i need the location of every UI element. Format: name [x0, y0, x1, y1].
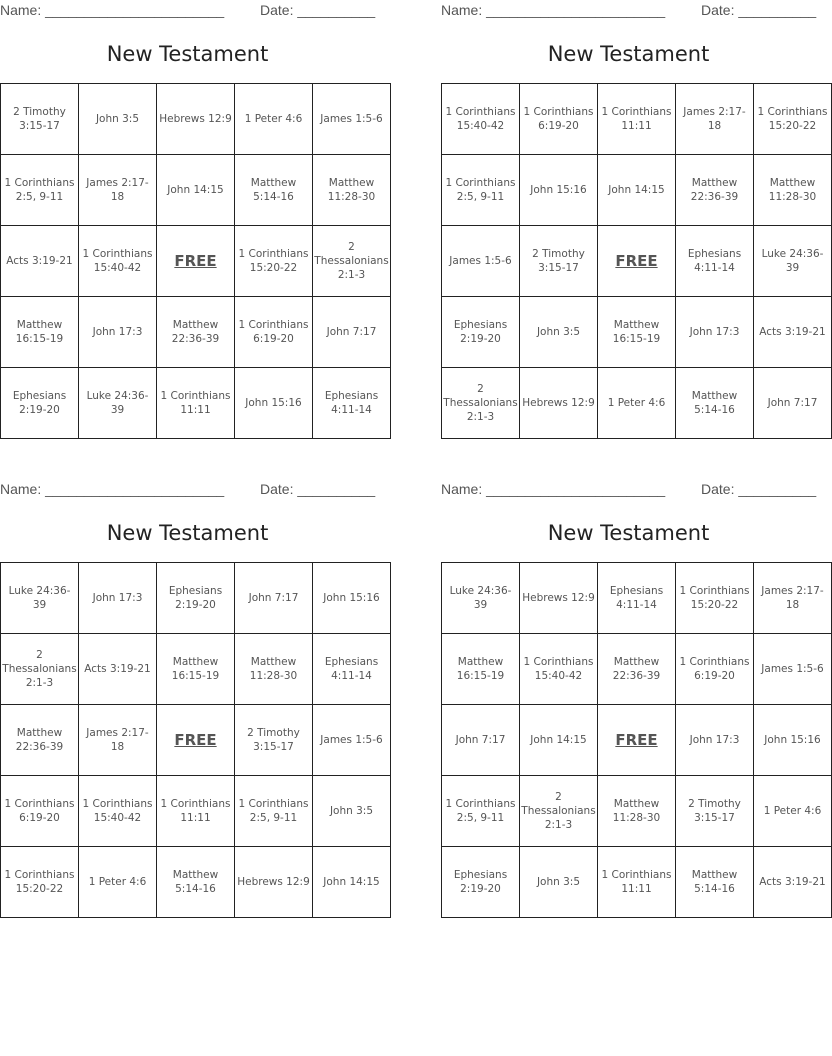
grid-cell: 2 Timothy 3:15-17 [235, 705, 313, 776]
grid-row [1, 634, 391, 705]
bingo-grid [441, 83, 832, 439]
grid-row [1, 368, 391, 439]
grid-cell: John 15:16 [313, 563, 391, 634]
grid-cell: James 2:17-18 [79, 155, 157, 226]
grid-cell: Matthew 11:28-30 [598, 776, 676, 847]
grid-row [1, 563, 391, 634]
grid-cell: Matthew 22:36-39 [1, 705, 79, 776]
grid-cell: Acts 3:19-21 [754, 847, 832, 918]
grid-cell: John 3:5 [313, 776, 391, 847]
grid-cell: John 7:17 [442, 705, 520, 776]
grid-cell: Ephesians 4:11-14 [313, 368, 391, 439]
grid-cell: John 17:3 [676, 705, 754, 776]
grid-cell: 1 Corinthians 15:40-42 [79, 226, 157, 297]
grid-cell: Matthew 22:36-39 [598, 634, 676, 705]
grid-cell: Matthew 22:36-39 [676, 155, 754, 226]
grid-cell: 1 Corinthians 11:11 [157, 776, 235, 847]
grid-cell: John 3:5 [79, 84, 157, 155]
grid-cell: James 2:17-18 [754, 563, 832, 634]
name-field-label: Name: _______________________ [441, 2, 666, 18]
grid-cell: Luke 24:36-39 [1, 563, 79, 634]
grid-cell: 1 Corinthians 6:19-20 [235, 297, 313, 368]
grid-cell: Matthew 11:28-30 [313, 155, 391, 226]
date-field-label: Date: __________ [260, 2, 376, 18]
card-header [0, 479, 375, 501]
grid-row [442, 705, 832, 776]
grid-cell: Hebrews 12:9 [520, 368, 598, 439]
grid-cell: 1 Corinthians 15:40-42 [79, 776, 157, 847]
grid-row [1, 705, 391, 776]
grid-cell: 1 Corinthians 2:5, 9-11 [1, 155, 79, 226]
grid-cell: 1 Corinthians 15:20-22 [235, 226, 313, 297]
grid-cell: John 7:17 [235, 563, 313, 634]
grid-row [1, 84, 391, 155]
grid-cell: 1 Corinthians 15:40-42 [520, 634, 598, 705]
grid-cell: 2 Timothy 3:15-17 [520, 226, 598, 297]
grid-cell: Ephesians 2:19-20 [442, 297, 520, 368]
grid-cell: John 3:5 [520, 847, 598, 918]
grid-cell: John 14:15 [157, 155, 235, 226]
bingo-grid [441, 562, 832, 918]
grid-cell: 1 Corinthians 15:20-22 [754, 84, 832, 155]
free-space-cell: FREE [157, 705, 235, 776]
grid-row [1, 155, 391, 226]
grid-cell: Matthew 11:28-30 [235, 634, 313, 705]
grid-cell: 1 Corinthians 6:19-20 [676, 634, 754, 705]
grid-cell: 1 Corinthians 11:11 [157, 368, 235, 439]
grid-cell: James 1:5-6 [313, 705, 391, 776]
grid-cell: Matthew 5:14-16 [235, 155, 313, 226]
grid-cell: 1 Corinthians 2:5, 9-11 [442, 776, 520, 847]
card-header [441, 0, 816, 22]
grid-cell: John 17:3 [79, 563, 157, 634]
date-field-label: Date: __________ [260, 481, 376, 497]
grid-cell: Ephesians 2:19-20 [442, 847, 520, 918]
grid-cell: Luke 24:36-39 [442, 563, 520, 634]
grid-cell: 1 Corinthians 2:5, 9-11 [235, 776, 313, 847]
grid-cell: 1 Corinthians 15:40-42 [442, 84, 520, 155]
grid-cell: Ephesians 4:11-14 [598, 563, 676, 634]
grid-cell: John 3:5 [520, 297, 598, 368]
grid-row [1, 847, 391, 918]
grid-cell: 1 Corinthians 15:20-22 [1, 847, 79, 918]
grid-cell: John 7:17 [313, 297, 391, 368]
grid-cell: Ephesians 2:19-20 [157, 563, 235, 634]
grid-row [1, 226, 391, 297]
date-field-label: Date: __________ [701, 481, 817, 497]
grid-cell: James 1:5-6 [442, 226, 520, 297]
grid-cell: John 15:16 [520, 155, 598, 226]
grid-cell: Matthew 11:28-30 [754, 155, 832, 226]
grid-cell: 1 Corinthians 15:20-22 [676, 563, 754, 634]
grid-cell: Hebrews 12:9 [520, 563, 598, 634]
grid-cell: 2 Thessalonians 2:1-3 [520, 776, 598, 847]
free-space-cell: FREE [598, 705, 676, 776]
grid-cell: John 14:15 [598, 155, 676, 226]
grid-cell: 2 Timothy 3:15-17 [676, 776, 754, 847]
grid-cell: Acts 3:19-21 [1, 226, 79, 297]
grid-cell: John 17:3 [676, 297, 754, 368]
grid-row [442, 634, 832, 705]
free-space-cell: FREE [598, 226, 676, 297]
grid-cell: 1 Corinthians 2:5, 9-11 [442, 155, 520, 226]
grid-cell: Matthew 5:14-16 [157, 847, 235, 918]
name-field-label: Name: _______________________ [441, 481, 666, 497]
grid-row [442, 847, 832, 918]
grid-cell: Matthew 5:14-16 [676, 847, 754, 918]
bingo-grid [0, 562, 391, 918]
grid-cell: John 15:16 [754, 705, 832, 776]
grid-cell: James 2:17-18 [676, 84, 754, 155]
grid-cell: Matthew 16:15-19 [157, 634, 235, 705]
grid-row [442, 776, 832, 847]
grid-cell: Matthew 16:15-19 [442, 634, 520, 705]
bingo-grid [0, 83, 391, 439]
grid-cell: 1 Peter 4:6 [598, 368, 676, 439]
free-space-cell: FREE [157, 226, 235, 297]
grid-row [442, 155, 832, 226]
grid-cell: 1 Corinthians 11:11 [598, 847, 676, 918]
grid-cell: John 14:15 [313, 847, 391, 918]
grid-cell: Matthew 16:15-19 [598, 297, 676, 368]
grid-cell: James 1:5-6 [313, 84, 391, 155]
grid-cell: John 14:15 [520, 705, 598, 776]
grid-row [442, 84, 832, 155]
grid-cell: Acts 3:19-21 [79, 634, 157, 705]
grid-cell: Ephesians 2:19-20 [1, 368, 79, 439]
card-title: New Testament [106, 521, 269, 545]
grid-row [442, 563, 832, 634]
card-title: New Testament [547, 521, 710, 545]
name-field-label: Name: _______________________ [0, 2, 225, 18]
grid-cell: Acts 3:19-21 [754, 297, 832, 368]
card-title: New Testament [547, 42, 710, 66]
grid-cell: Hebrews 12:9 [235, 847, 313, 918]
grid-cell: James 1:5-6 [754, 634, 832, 705]
grid-row [442, 297, 832, 368]
card-header [0, 0, 375, 22]
grid-row [442, 368, 832, 439]
card-header [441, 479, 816, 501]
grid-cell: 1 Peter 4:6 [235, 84, 313, 155]
grid-cell: 1 Peter 4:6 [754, 776, 832, 847]
grid-cell: Matthew 16:15-19 [1, 297, 79, 368]
name-field-label: Name: _______________________ [0, 481, 225, 497]
grid-cell: 2 Thessalonians 2:1-3 [1, 634, 79, 705]
grid-cell: 1 Corinthians 6:19-20 [1, 776, 79, 847]
grid-cell: 2 Timothy 3:15-17 [1, 84, 79, 155]
date-field-label: Date: __________ [701, 2, 817, 18]
grid-cell: Ephesians 4:11-14 [313, 634, 391, 705]
grid-cell: 1 Peter 4:6 [79, 847, 157, 918]
grid-row [1, 297, 391, 368]
card-title: New Testament [106, 42, 269, 66]
grid-cell: John 15:16 [235, 368, 313, 439]
grid-row [442, 226, 832, 297]
grid-cell: Matthew 5:14-16 [676, 368, 754, 439]
grid-cell: 1 Corinthians 11:11 [598, 84, 676, 155]
grid-cell: 1 Corinthians 6:19-20 [520, 84, 598, 155]
grid-cell: Hebrews 12:9 [157, 84, 235, 155]
grid-cell: Ephesians 4:11-14 [676, 226, 754, 297]
grid-cell: 2 Thessalonians 2:1-3 [313, 226, 391, 297]
grid-row [1, 776, 391, 847]
grid-cell: Luke 24:36-39 [754, 226, 832, 297]
grid-cell: John 17:3 [79, 297, 157, 368]
grid-cell: James 2:17-18 [79, 705, 157, 776]
grid-cell: Luke 24:36-39 [79, 368, 157, 439]
grid-cell: Matthew 22:36-39 [157, 297, 235, 368]
grid-cell: John 7:17 [754, 368, 832, 439]
grid-cell: 2 Thessalonians 2:1-3 [442, 368, 520, 439]
